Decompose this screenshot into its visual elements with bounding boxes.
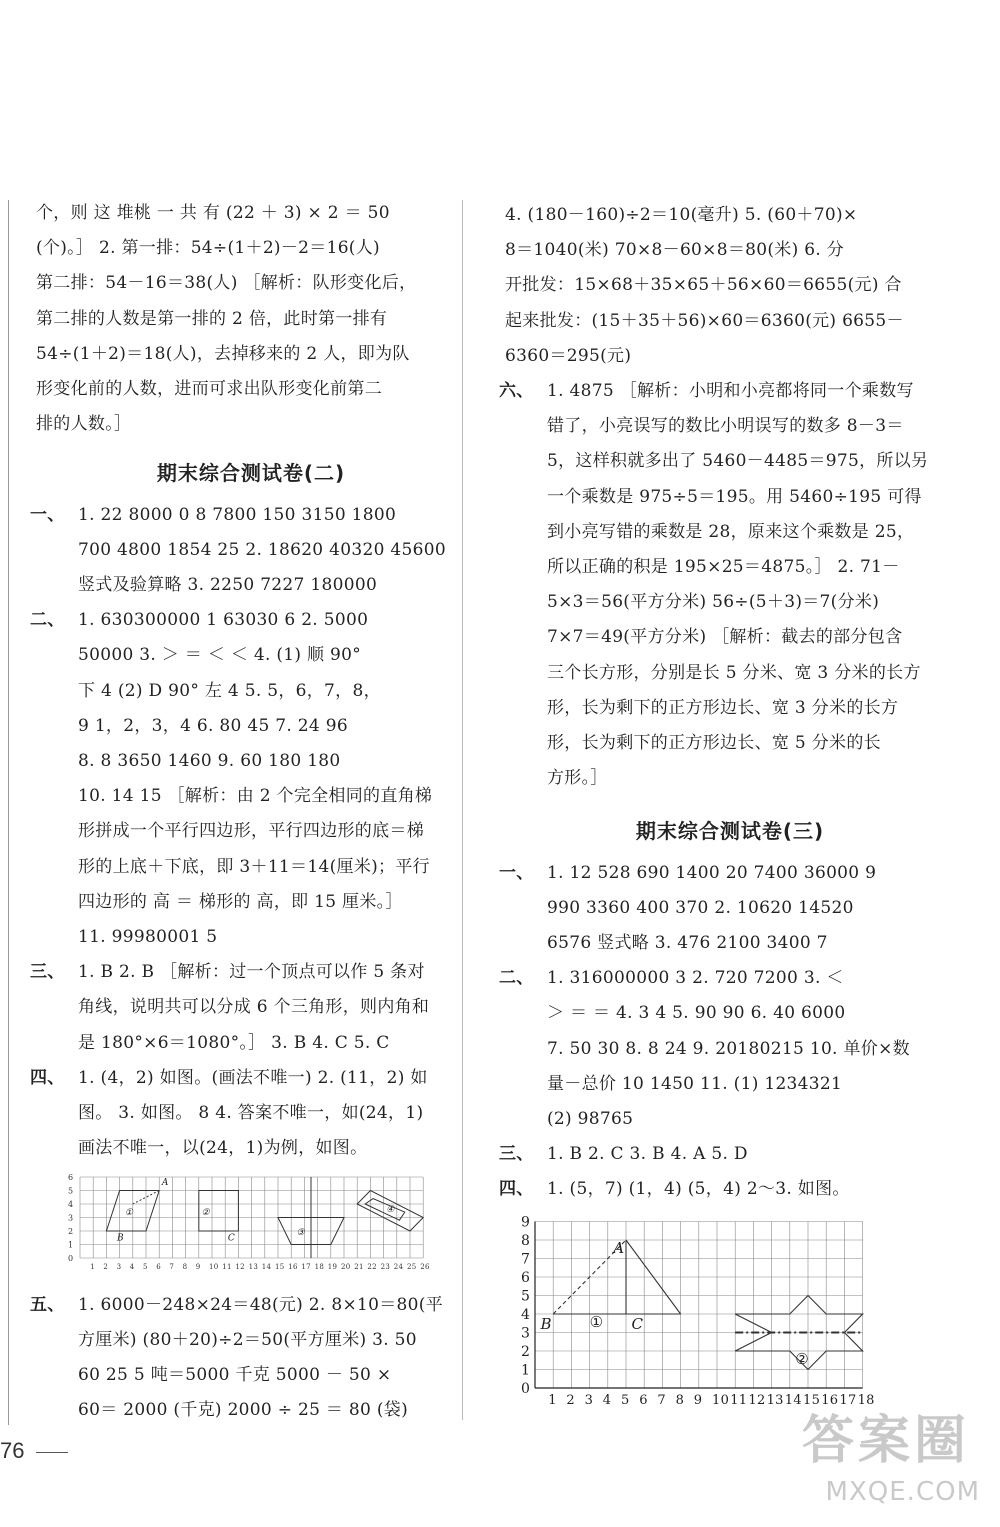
text-line: 9 1，2，3，4 6. 80 45 7. 24 96 xyxy=(78,715,348,736)
section-lead: 一、 xyxy=(30,504,65,525)
section-title-exam-3: 期末综合测试卷(三) xyxy=(635,819,825,844)
x-tick-label: 18 xyxy=(857,1392,875,1408)
y-tick-label: 0 xyxy=(68,1254,74,1264)
x-tick-label: 6 xyxy=(639,1392,648,1408)
x-tick-label: 16 xyxy=(288,1263,298,1272)
text-line: 画法不唯一，以(24，1)为例，如图。 xyxy=(78,1138,368,1159)
x-tick-label: 3 xyxy=(116,1263,122,1272)
text-line: 7. 50 30 8. 8 24 9. 20180215 10. 单价×数 xyxy=(547,1038,910,1059)
point-label-b: B xyxy=(540,1314,552,1333)
shape-label-2: ② xyxy=(201,1208,210,1219)
exam3-section-2 xyxy=(499,961,955,1137)
shape-label-4: ④ xyxy=(386,1205,395,1216)
text-line: 7×7＝49(平方分米) ［解析：截去的部分包含 xyxy=(547,627,903,648)
watermark-url: MXQE.COM xyxy=(825,1477,980,1507)
exam2-section-3 xyxy=(30,955,466,1061)
carryover-paragraph-right xyxy=(505,198,955,374)
point-label-c: C xyxy=(631,1314,644,1333)
page-number-rule xyxy=(36,1452,68,1453)
x-tick-label: 26 xyxy=(420,1263,430,1272)
x-tick-label: 12 xyxy=(748,1392,766,1408)
text-line: ＞ ＝ ＝ 4. 3 4 5. 90 90 6. 40 6000 xyxy=(547,1003,846,1024)
y-tick-label: 4 xyxy=(521,1306,531,1323)
y-tick-label: 3 xyxy=(521,1325,531,1342)
point-label-a: A xyxy=(613,1238,625,1257)
x-tick-label: 10 xyxy=(712,1392,730,1408)
exam2-section-5 xyxy=(30,1288,466,1429)
text-line: 方形。］ xyxy=(547,768,608,789)
text-line: 角线，说明共可以分成 6 个三角形，则内角和 xyxy=(78,997,430,1018)
section-lead: 二、 xyxy=(499,968,534,989)
text-line: (2) 98765 xyxy=(547,1109,634,1130)
x-tick-label: 5 xyxy=(143,1263,148,1272)
text-line: 5，这样积就多出了 5460－4485＝975，所以另 xyxy=(547,451,929,472)
text-line: 1. 22 8000 0 8 7800 150 3150 1800 xyxy=(78,504,397,525)
left-column xyxy=(30,196,466,1429)
text-line: 50000 3. ＞ ＝ ＜ ＜ 4. (1) 顺 90° xyxy=(78,645,362,666)
x-tick-label: 7 xyxy=(657,1392,666,1408)
text-line: 700 4800 1854 25 2. 18620 40320 45600 xyxy=(78,539,446,560)
text-line: 是 180°×6＝1080°。］ 3. B 4. C 5. C xyxy=(78,1032,390,1053)
text-line: 下 4 (2) D 90° 左 4 5. 5，6，7，8， xyxy=(78,680,381,701)
shape-label-1: ① xyxy=(589,1312,604,1331)
exam3-section-3 xyxy=(499,1137,955,1172)
x-tick-label: 5 xyxy=(621,1392,630,1408)
text-line: 1. 316000000 3 2. 720 7200 3. ＜ xyxy=(547,968,844,989)
text-line: 形，长为剩下的正方形边长、宽 5 分米的长 xyxy=(547,733,881,754)
point-label-b: B xyxy=(116,1233,124,1244)
y-tick-label: 1 xyxy=(68,1240,74,1250)
x-tick-label: 20 xyxy=(341,1263,351,1272)
text-line: 形拼成一个平行四边形，平行四边形的底＝梯 xyxy=(78,821,424,842)
text-line: 第二排的人数是第一排的 2 倍，此时第一排有 xyxy=(36,308,388,329)
section-lead: 五、 xyxy=(30,1294,65,1315)
grid-1-svg xyxy=(58,1170,438,1274)
text-line: 60＝ 2000 (千克) 2000 ÷ 25 ＝ 80 (袋) xyxy=(78,1400,409,1421)
text-line: 三个长方形，分别是长 5 分米、宽 3 分米的长方 xyxy=(547,662,921,683)
section-lead: 二、 xyxy=(30,610,65,631)
text-line: 起来批发：(15＋35＋56)×60＝6360(元) 6655－ xyxy=(505,310,904,331)
x-tick-label: 16 xyxy=(821,1392,839,1408)
section-lead: 三、 xyxy=(30,962,65,983)
text-line: 990 3360 400 370 2. 10620 14520 xyxy=(547,897,854,918)
y-tick-label: 8 xyxy=(521,1232,531,1249)
text-line: 量－总价 10 1450 11. (1) 1234321 xyxy=(547,1073,843,1094)
shape-label-2: ② xyxy=(795,1349,810,1368)
section-lead: 六、 xyxy=(499,381,534,402)
text-line: 一个乘数是 975÷5＝195。用 5460÷195 可得 xyxy=(547,486,922,507)
x-tick-label: 24 xyxy=(393,1263,404,1272)
section-title-exam-2: 期末综合测试卷(二) xyxy=(156,461,346,486)
x-tick-label: 17 xyxy=(301,1263,311,1272)
exam2-section-1 xyxy=(30,498,466,604)
x-tick-label: 2 xyxy=(103,1263,109,1272)
right-column xyxy=(499,198,955,1425)
text-line: 60 25 5 吨＝5000 千克 5000 － 50 × xyxy=(78,1365,392,1386)
text-line: 到小亮写错的乘数是 28，原来这个乘数是 25， xyxy=(547,521,915,542)
text-line: 54÷(1＋2)＝18(人)，去掉移来的 2 人，即为队 xyxy=(36,343,410,364)
x-tick-label: 9 xyxy=(693,1392,703,1408)
text-line: 4. (180－160)÷2＝10(毫升) 5. (60＋70)× xyxy=(505,205,858,225)
text-line: 8＝1040(米) 70×8－60×8＝80(米) 6. 分 xyxy=(505,240,845,261)
y-tick-label: 0 xyxy=(521,1380,531,1397)
y-tick-label: 9 xyxy=(521,1214,531,1231)
carryover-paragraph xyxy=(36,196,466,442)
x-tick-label: 19 xyxy=(327,1263,338,1272)
y-tick-label: 6 xyxy=(521,1269,531,1286)
x-tick-label: 9 xyxy=(195,1263,201,1272)
x-tick-label: 6 xyxy=(156,1263,161,1272)
text-line: 所以正确的积是 195×25＝4875。］ 2. 71－ xyxy=(547,557,900,578)
x-tick-label: 3 xyxy=(584,1392,594,1408)
text-line: 1. B 2. B ［解析：过一个顶点可以作 5 条对 xyxy=(78,962,425,983)
text-line: 1. B 2. C 3. B 4. A 5. D xyxy=(547,1144,748,1165)
page-number: 76 xyxy=(0,1438,25,1463)
x-tick-label: 1 xyxy=(90,1263,95,1272)
x-tick-label: 23 xyxy=(380,1263,391,1272)
section-lead: 一、 xyxy=(499,862,534,883)
grid-2-svg xyxy=(513,1212,883,1412)
text-line: 形，长为剩下的正方形边长、宽 3 分米的长方 xyxy=(547,697,899,718)
text-line: 四边形的 高 ＝ 梯形的 高，即 15 厘米。］ xyxy=(78,891,403,912)
text-line: 图。 3. 如图。 8 4. 答案不唯一，如(24，1) xyxy=(78,1103,424,1124)
point-label-c: C xyxy=(227,1233,236,1244)
text-line: 1. 6000－248×24＝48(元) 2. 8×10＝80(平 xyxy=(78,1294,443,1315)
x-tick-label: 14 xyxy=(784,1392,802,1408)
exam3-section-4 xyxy=(499,1172,955,1207)
x-tick-label: 17 xyxy=(839,1392,857,1408)
point-label-a: A xyxy=(161,1178,169,1189)
text-line: 1. 12 528 690 1400 20 7400 36000 9 xyxy=(547,862,877,883)
text-line: 形变化前的人数，进而可求出队形变化前第二 xyxy=(36,379,382,400)
x-tick-label: 7 xyxy=(169,1263,175,1272)
y-tick-label: 5 xyxy=(521,1288,531,1305)
y-tick-label: 1 xyxy=(521,1362,531,1379)
x-tick-label: 25 xyxy=(407,1263,417,1272)
text-line: 8. 8 3650 1460 9. 60 180 180 xyxy=(78,751,341,772)
x-tick-label: 15 xyxy=(275,1263,285,1272)
text-line: 第二排：54－16＝38(人) ［解析：队形变化后， xyxy=(36,273,417,294)
y-tick-label: 2 xyxy=(521,1343,531,1360)
x-tick-label: 8 xyxy=(675,1392,685,1408)
x-tick-label: 21 xyxy=(354,1263,364,1272)
shape-label-1: ① xyxy=(124,1208,134,1219)
x-tick-label: 11 xyxy=(222,1263,232,1272)
exam3-section-1 xyxy=(499,856,955,962)
x-tick-label: 8 xyxy=(182,1263,188,1272)
x-tick-label: 12 xyxy=(235,1263,245,1272)
inner-rectangle-shape xyxy=(365,1199,405,1221)
exam2-section-6 xyxy=(499,374,955,796)
x-tick-label: 22 xyxy=(367,1263,377,1272)
x-tick-label: 4 xyxy=(129,1263,135,1272)
text-line: (个)。］ 2. 第一排：54÷(1＋2)－2＝16(人) xyxy=(36,238,380,259)
text-line: 个，则 这 堆桃 一 共 有 (22 ＋ 3) × 2 ＝ 50 xyxy=(36,203,390,223)
y-tick-label: 7 xyxy=(521,1251,531,1268)
text-line: 形的上底＋下底，即 3＋11＝14(厘米)；平行 xyxy=(78,856,430,877)
section-lead: 四、 xyxy=(30,1067,65,1088)
exam2-section-4 xyxy=(30,1061,466,1167)
x-tick-label: 15 xyxy=(803,1392,821,1408)
text-line: 1. (5，7) (1，4) (5，4) 2～3. 如图。 xyxy=(547,1179,850,1200)
text-line: 10. 14 15 ［解析：由 2 个完全相同的直角梯 xyxy=(78,786,433,807)
shape-label-3: ③ xyxy=(296,1228,305,1239)
text-line: 方厘米) (80＋20)÷2＝50(平方厘米) 3. 50 xyxy=(78,1329,417,1350)
x-tick-label: 14 xyxy=(261,1263,272,1272)
y-tick-label: 2 xyxy=(68,1227,74,1237)
text-line: 开批发：15×68＋35×65＋56×60＝6655(元) 合 xyxy=(505,275,902,296)
text-line: 6360＝295(元) xyxy=(505,345,632,366)
y-tick-label: 4 xyxy=(68,1200,74,1210)
section-lead: 三、 xyxy=(499,1144,534,1165)
text-line: 1. 630300000 1 63030 6 2. 5000 xyxy=(78,610,369,631)
x-tick-label: 4 xyxy=(602,1392,612,1408)
text-line: 5×3＝56(平方分米) 56÷(5＋3)＝7(分米) xyxy=(547,592,880,613)
x-tick-label: 10 xyxy=(209,1263,219,1272)
text-line: 1. (4，2) 如图。(画法不唯一) 2. (11，2) 如 xyxy=(78,1067,428,1088)
watermark-logo-text: 答案圈 xyxy=(801,1411,970,1471)
text-line: 排的人数。］ xyxy=(36,414,132,435)
left-margin-line xyxy=(8,200,9,1425)
x-tick-label: 11 xyxy=(730,1392,748,1408)
y-tick-label: 5 xyxy=(68,1186,74,1196)
x-tick-label: 18 xyxy=(314,1263,325,1272)
text-line: 竖式及验算略 3. 2250 7227 180000 xyxy=(78,575,378,596)
x-tick-label: 13 xyxy=(248,1263,259,1272)
site-watermark xyxy=(756,1387,986,1507)
text-line: 错了，小亮误写的数比小明误写的数多 8－3＝ xyxy=(547,416,904,437)
text-line: 11. 99980001 5 xyxy=(78,927,218,948)
x-tick-label: 2 xyxy=(566,1392,575,1408)
y-tick-label: 6 xyxy=(68,1173,74,1183)
section-lead: 四、 xyxy=(499,1179,534,1200)
exam2-section-2 xyxy=(30,603,466,955)
coordinate-grid-figure-1 xyxy=(58,1170,466,1287)
text-line: 6576 竖式略 3. 476 2100 3400 7 xyxy=(547,933,828,954)
x-tick-label: 1 xyxy=(548,1392,557,1408)
text-line: 1. 4875 ［解析：小明和小亮都将同一个乘数写 xyxy=(547,381,914,402)
x-tick-label: 13 xyxy=(766,1392,784,1408)
y-tick-label: 3 xyxy=(68,1213,74,1223)
